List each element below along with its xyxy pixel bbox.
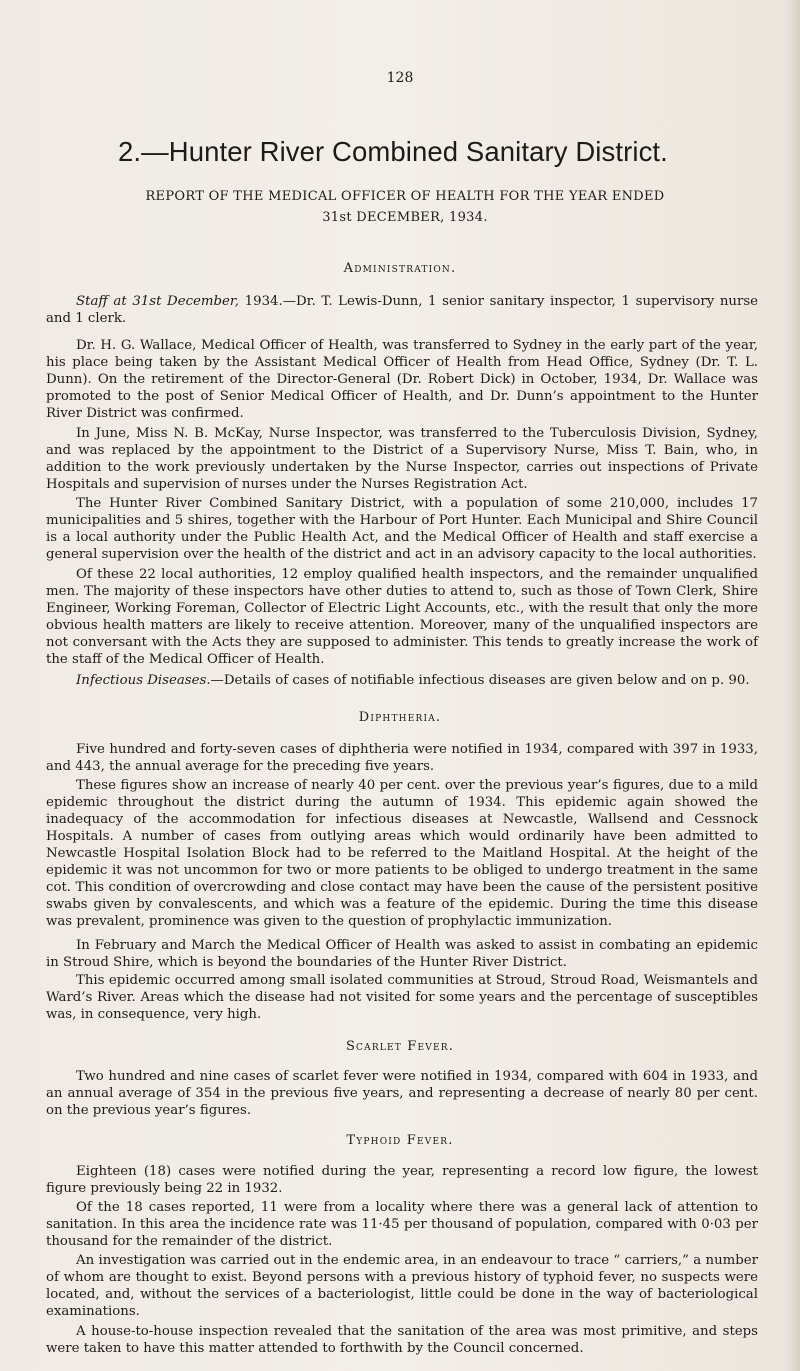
subtitle-line-1: REPORT OF THE MEDICAL OFFICER OF HEALTH FOR THE YEAR ENDED bbox=[145, 189, 665, 204]
paragraph-stroud-shire: In February and March the Medical Officer of Health was asked to assist in combating an epidemic in Stroud Shire, which is beyond the boundaries of the Hunter River District. bbox=[46, 938, 758, 970]
paragraph-scarlet-fever: Two hundred and nine cases of scarlet fever were notified in 1934, compared with 604 in 1933, and an annual average of 354 in the previous five years, and representing a decrease of nearly 80 per cent. on the previous year’s figures. bbox=[46, 1069, 758, 1118]
paragraph-house-inspection: A house-to-house inspection revealed that the sanitation of the area was most primitive, and steps were taken to have this matter attended to forthwith by the Council concerned. bbox=[46, 1324, 758, 1356]
paragraph-inspectors: Of these 22 local authorities, 12 employ qualified health inspectors, and the remainder unqualified men. The majority of these inspectors have other duties to attend to, such as those of Town Clerk, Shire Engineer, Working Foreman, Collector of Electric Light Accounts, etc., with the result that only the more obvious health matters are likely to receive attention. Moreover, many of the unqualified inspectors are not conversant with the Acts they are supposed to administer. This tends to greatly increase the work of the staff of the Medical Officer of Health. bbox=[46, 567, 758, 667]
subtitle-line-2: 31st DECEMBER, 1934. bbox=[322, 210, 488, 225]
heading-scarlet-fever: Scarlet Fever. bbox=[345, 1039, 455, 1054]
paragraph-diphtheria-cases: Five hundred and forty-seven cases of diphtheria were notified in 1934, compared with 397 in 1933, and 443, the annual average for the preceding five years. bbox=[46, 742, 758, 774]
page-edge-shadow bbox=[786, 0, 800, 1371]
paragraph-district: The Hunter River Combined Sanitary District, with a population of some 210,000, includes 17 municipalities and 5 shires, together with the Harbour of Port Hunter. Each Municipal and Shire Council is a local authority under the Public Health Act, and the Medical Officer of Health and staff exercise a general supervision over the health of the district and act in an advisory capacity to the local authorities. bbox=[46, 496, 758, 562]
infectious-text: —Details of cases of notifiable infectious diseases are given below and on p. 90. bbox=[210, 673, 750, 688]
heading-typhoid-fever: Typhoid Fever. bbox=[346, 1133, 454, 1148]
paragraph-typhoid-investigation: An investigation was carried out in the endemic area, in an endeavour to trace “ carriers,” a number of whom are thought to exist. Beyond persons with a previous history of typhoid fever, no suspects were located, and, without the services of a bacteriologist, little could be done in the way of bacteriological examinations. bbox=[46, 1253, 758, 1319]
page-number: 128 bbox=[386, 70, 414, 86]
infectious-lead: Infectious Diseases. bbox=[76, 673, 211, 688]
page-title: 2.—Hunter River Combined Sanitary District. bbox=[118, 136, 668, 167]
paragraph-mckay: In June, Miss N. B. McKay, Nurse Inspector, was transferred to the Tuberculosis Division, Sydney, and was replaced by the appointment to the District of a Supervisory Nurse, Miss T. Bain, who, in addition to the work previously undertaken by the Nurse Inspector, carries out inspections of Private Hospitals and supervision of nurses under the Nurses Registration Act. bbox=[46, 426, 758, 492]
paragraph-infectious bbox=[46, 672, 758, 689]
paragraph-typhoid-cases: Eighteen (18) cases were notified during the year, representing a record low figure, the lowest figure previously being 22 in 1932. bbox=[46, 1164, 758, 1196]
heading-administration: Administration. bbox=[343, 261, 457, 276]
paragraph-typhoid-sanitation: Of the 18 cases reported, 11 were from a locality where there was a general lack of attention to sanitation. In this area the incidence rate was 11·45 per thousand of population, compared with 0·03 per thousand for the remainder of the district. bbox=[46, 1200, 758, 1249]
heading-diphtheria: Diphtheria. bbox=[358, 710, 442, 725]
paragraph-staff bbox=[46, 293, 758, 327]
paragraph-stroud-communities: This epidemic occurred among small isolated communities at Stroud, Stroud Road, Weismantels and Ward’s River. Areas which the disease had not visited for some years and the percentage of susceptibles was, in consequence, very high. bbox=[46, 973, 758, 1022]
report-subtitle bbox=[50, 186, 760, 228]
paragraph-diphtheria-epidemic: These figures show an increase of nearly 40 per cent. over the previous year’s figures, due to a mild epidemic throughout the district during the autumn of 1934. This epidemic again showed the inadequacy of the accommodation for infectious diseases at Newcastle, Wallsend and Cessnock Hospitals. A number of cases from outlying areas which would ordinarily have been admitted to Newcastle Hospital Isolation Block had to be referred to the Maitland Hospital. At the height of the epidemic it was not uncommon for two or more patients to be obliged to undergo treatment in the same cot. This condition of overcrowding and close contact may have been the cause of the persistent positive swabs given by convalescents, and which was a feature of the epidemic. During the time this disease was prevalent, prominence was given to the question of prophylactic immunization. bbox=[46, 778, 758, 929]
staff-lead: Staff at 31st December, bbox=[76, 294, 240, 309]
paragraph-wallace: Dr. H. G. Wallace, Medical Officer of Health, was transferred to Sydney in the early part of the year, his place being taken by the Assistant Medical Officer of Health from Head Office, Sydney (Dr. T. L. Dunn). On the retirement of the Director-General (Dr. Robert Dick) in October, 1934, Dr. Wallace was promoted to the post of Senior Medical Officer of Health, and Dr. Dunn’s appointment to the Hunter River District was confirmed. bbox=[46, 338, 758, 421]
staff-text: 1934.—Dr. T. Lewis-Dunn, 1 senior sanitary inspector, 1 supervisory nurse and 1 clerk. bbox=[46, 294, 759, 326]
